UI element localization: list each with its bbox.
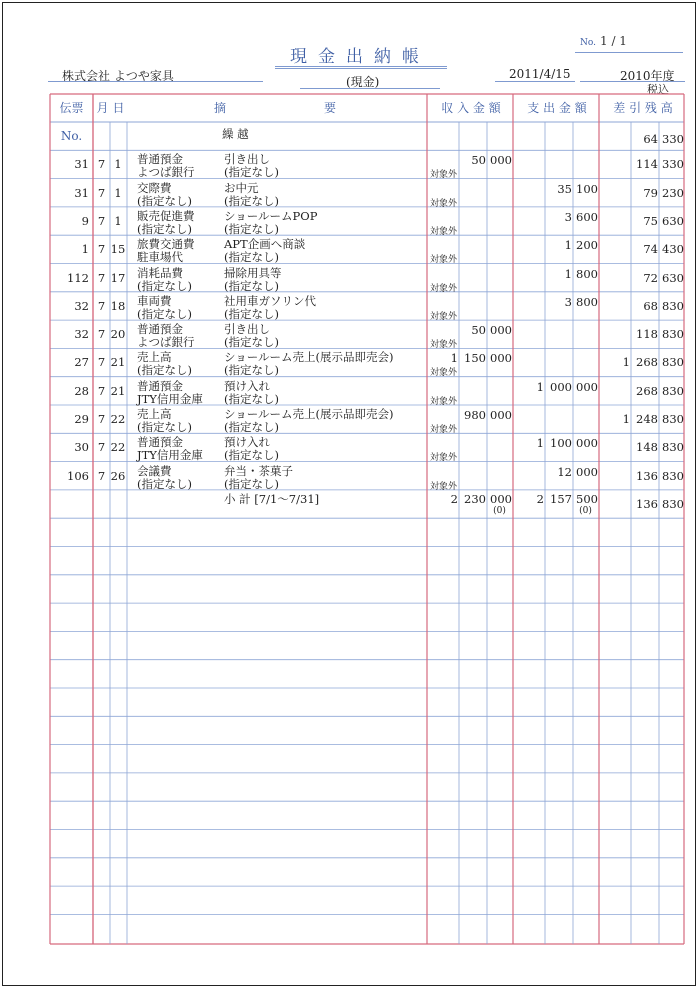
row-balance: 72 <box>643 270 658 285</box>
row-balance: 248 <box>636 412 658 426</box>
row-account: 普通預金 <box>137 435 183 450</box>
row-day: 18 <box>110 298 126 313</box>
row-balance: 1 <box>622 412 630 426</box>
row-description: ショールーム売上(展示品即売会) <box>224 407 394 421</box>
row-description: 引き出し <box>224 322 270 337</box>
row-sub-account: (指定なし) <box>137 278 192 293</box>
subtotal-balance: 136 <box>636 496 658 511</box>
tax-mode: 税込 <box>647 83 669 96</box>
row-tax-label: 対象外 <box>430 226 458 237</box>
row-day: 1 <box>114 157 122 172</box>
row-month: 7 <box>97 440 106 455</box>
row-description-sub: (指定なし) <box>224 476 279 491</box>
row-tax-label: 対象外 <box>430 198 458 209</box>
row-expense: 1 <box>564 266 572 281</box>
row-balance: 74 <box>643 242 658 257</box>
row-balance: 830 <box>662 468 684 483</box>
row-balance: 830 <box>662 298 684 313</box>
print-date: 2011/4/15 <box>509 67 571 81</box>
row-day: 22 <box>110 412 126 426</box>
row-sub-account: JTY信用金庫 <box>137 391 203 406</box>
row-month: 7 <box>97 157 106 172</box>
row-tax-label: 対象外 <box>430 255 458 266</box>
subtotal-balance: 830 <box>662 496 684 511</box>
row-account: 販売促進費 <box>137 208 195 223</box>
row-sub-account: (指定なし) <box>137 306 192 321</box>
row-expense: 100 <box>550 436 572 451</box>
row-balance: 830 <box>662 383 684 398</box>
row-description-sub: (指定なし) <box>224 221 279 236</box>
row-description: ショールームPOP <box>224 208 318 223</box>
row-sub-account: JTY信用金庫 <box>137 448 203 463</box>
row-month: 7 <box>97 355 106 370</box>
subtotal-expense: 157 <box>550 491 572 506</box>
row-month: 7 <box>97 213 106 228</box>
row-description-sub: (指定なし) <box>224 165 279 180</box>
row-expense: 3 <box>564 209 572 224</box>
row-slip-no: 32 <box>74 298 89 313</box>
row-slip-no: 30 <box>74 440 89 455</box>
row-description: 掃除用具等 <box>224 265 282 280</box>
row-description-sub: (指定なし) <box>224 306 279 321</box>
row-month: 7 <box>97 412 106 426</box>
row-month: 7 <box>97 185 106 200</box>
row-tax-label: 対象外 <box>430 368 458 379</box>
header-summary-b: 要 <box>323 101 336 115</box>
row-expense: 000 <box>576 464 598 479</box>
row-balance: 830 <box>662 327 684 342</box>
row-description: 社用車ガソリン代 <box>224 293 316 308</box>
row-day: 1 <box>114 185 122 200</box>
row-balance: 148 <box>636 440 658 455</box>
row-balance: 830 <box>662 355 684 370</box>
row-expense: 800 <box>576 266 598 281</box>
row-expense: 12 <box>557 464 572 479</box>
row-balance: 79 <box>643 185 658 200</box>
row-balance: 230 <box>662 185 684 200</box>
row-day: 21 <box>110 355 126 370</box>
row-description: 弁当・茶菓子 <box>224 463 293 478</box>
row-expense: 000 <box>576 379 598 394</box>
row-sub-account: (指定なし) <box>137 221 192 236</box>
row-slip-no: 1 <box>81 242 89 257</box>
row-balance: 136 <box>636 468 658 483</box>
row-account: 売上高 <box>137 407 172 421</box>
row-balance: 330 <box>662 157 684 172</box>
row-balance: 1 <box>622 355 630 370</box>
row-sub-account: よつば銀行 <box>137 165 195 180</box>
carry-label: 繰 越 <box>222 127 249 141</box>
row-month: 7 <box>97 298 106 313</box>
row-income: 000 <box>490 351 512 366</box>
subtotal-income-note: (0) <box>493 505 506 516</box>
row-account: 消耗品費 <box>137 265 183 280</box>
row-balance: 630 <box>662 270 684 285</box>
row-tax-label: 対象外 <box>430 170 458 181</box>
row-expense: 1 <box>564 238 572 253</box>
carry-balance: 64 <box>643 132 658 146</box>
row-description-sub: (指定なし) <box>224 363 279 378</box>
row-description-sub: (指定なし) <box>224 278 279 293</box>
row-month: 7 <box>97 468 106 483</box>
header-balance: 差 引 残 高 <box>613 101 673 115</box>
row-day: 17 <box>110 270 126 285</box>
row-balance: 268 <box>636 355 658 370</box>
row-month: 7 <box>97 327 106 342</box>
row-expense: 35 <box>557 181 572 196</box>
account-name: (現金) <box>346 75 380 89</box>
row-sub-account: (指定なし) <box>137 193 192 208</box>
carry-balance: 330 <box>662 132 684 146</box>
row-slip-no: 106 <box>67 468 89 483</box>
row-expense: 800 <box>576 294 598 309</box>
row-day: 21 <box>110 383 126 398</box>
subtotal-expense: 500 <box>576 491 598 506</box>
subtotal-income: 230 <box>464 491 486 506</box>
row-tax-label: 対象外 <box>430 425 458 435</box>
row-description-sub: (指定なし) <box>224 391 279 406</box>
row-expense: 100 <box>576 181 598 196</box>
company-name: 株式会社 よつや家具 <box>62 69 174 83</box>
row-balance: 268 <box>636 383 658 398</box>
row-balance: 830 <box>662 440 684 455</box>
row-expense: 600 <box>576 209 598 224</box>
page-number-value: 1 / 1 <box>600 34 627 48</box>
row-balance: 118 <box>636 327 658 342</box>
row-expense: 200 <box>576 238 598 253</box>
fiscal-year: 2010年度 <box>620 69 675 83</box>
subtotal-income: 2 <box>450 491 458 506</box>
row-balance: 630 <box>662 213 684 228</box>
row-description: お中元 <box>224 180 259 195</box>
row-income: 1 <box>450 351 458 366</box>
row-tax-label: 対象外 <box>430 481 458 492</box>
header-summary-a: 摘 <box>213 101 226 115</box>
row-sub-account: 駐車場代 <box>137 250 183 265</box>
row-account: 普通預金 <box>137 152 183 167</box>
row-account: 旅費交通費 <box>137 237 195 252</box>
row-slip-no: 31 <box>74 185 89 200</box>
row-slip-no: 27 <box>74 355 89 370</box>
page-number-label: No. <box>580 38 596 48</box>
row-tax-label: 対象外 <box>430 340 458 351</box>
subtotal-label: 小 計 [7/1～7/31] <box>224 491 320 506</box>
row-description: 預け入れ <box>224 378 270 393</box>
row-balance: 114 <box>636 157 658 172</box>
row-slip-no: 112 <box>67 270 89 285</box>
row-sub-account: (指定なし) <box>137 420 192 434</box>
row-expense: 000 <box>550 379 572 394</box>
row-income: 000 <box>490 408 512 422</box>
row-month: 7 <box>97 383 106 398</box>
row-description-sub: (指定なし) <box>224 420 279 434</box>
row-account: 交際費 <box>137 180 172 195</box>
row-day: 15 <box>110 242 126 257</box>
row-account: 会議費 <box>137 463 172 478</box>
row-sub-account: (指定なし) <box>137 476 192 491</box>
row-tax-label: 対象外 <box>430 396 458 407</box>
header-slip-no: 伝票No. <box>59 101 84 143</box>
header-income: 収 入 金 額 <box>441 101 501 115</box>
row-balance: 75 <box>643 213 658 228</box>
row-description: APT企画へ商談 <box>224 237 306 252</box>
row-income: 000 <box>490 323 512 338</box>
row-slip-no: 28 <box>74 383 89 398</box>
row-description: ショールーム売上(展示品即売会) <box>224 350 394 365</box>
row-account: 普通預金 <box>137 378 183 393</box>
row-balance: 68 <box>643 298 658 313</box>
row-income: 980 <box>464 408 486 422</box>
page-title: 現金出納帳 <box>290 47 430 67</box>
row-income: 150 <box>464 351 486 366</box>
row-slip-no: 32 <box>74 327 89 342</box>
row-account: 普通預金 <box>137 322 183 337</box>
row-income: 50 <box>471 153 486 168</box>
header-expense: 支 出 金 額 <box>527 101 587 115</box>
row-balance: 830 <box>662 412 684 426</box>
row-sub-account: よつば銀行 <box>137 335 195 350</box>
row-month: 7 <box>97 242 106 257</box>
row-description-sub: (指定なし) <box>224 193 279 208</box>
row-sub-account: (指定なし) <box>137 363 192 378</box>
subtotal-expense: 2 <box>536 491 544 506</box>
row-day: 22 <box>110 440 126 455</box>
row-slip-no: 9 <box>81 213 89 228</box>
row-description: 預け入れ <box>224 435 270 450</box>
row-slip-no: 29 <box>74 412 89 426</box>
row-day: 26 <box>110 468 126 483</box>
row-expense: 1 <box>536 379 544 394</box>
row-expense: 000 <box>576 436 598 451</box>
row-day: 1 <box>114 213 122 228</box>
row-description: 引き出し <box>224 152 270 167</box>
row-tax-label: 対象外 <box>430 453 458 464</box>
header-day: 日 <box>112 101 125 115</box>
row-tax-label: 対象外 <box>430 283 458 294</box>
header-month: 月 <box>96 101 109 115</box>
row-tax-label: 対象外 <box>430 311 458 322</box>
row-description-sub: (指定なし) <box>224 448 279 463</box>
row-income: 000 <box>490 153 512 168</box>
row-description-sub: (指定なし) <box>224 335 279 350</box>
subtotal-income: 000 <box>490 491 512 506</box>
row-income: 50 <box>471 323 486 338</box>
row-balance: 430 <box>662 242 684 257</box>
row-expense: 3 <box>564 294 572 309</box>
row-account: 車両費 <box>137 293 172 308</box>
row-account: 売上高 <box>137 350 172 365</box>
row-description-sub: (指定なし) <box>224 250 279 265</box>
row-slip-no: 31 <box>74 157 89 172</box>
row-month: 7 <box>97 270 106 285</box>
row-day: 20 <box>110 327 126 342</box>
subtotal-expense-note: (0) <box>579 505 592 516</box>
row-expense: 1 <box>536 436 544 451</box>
